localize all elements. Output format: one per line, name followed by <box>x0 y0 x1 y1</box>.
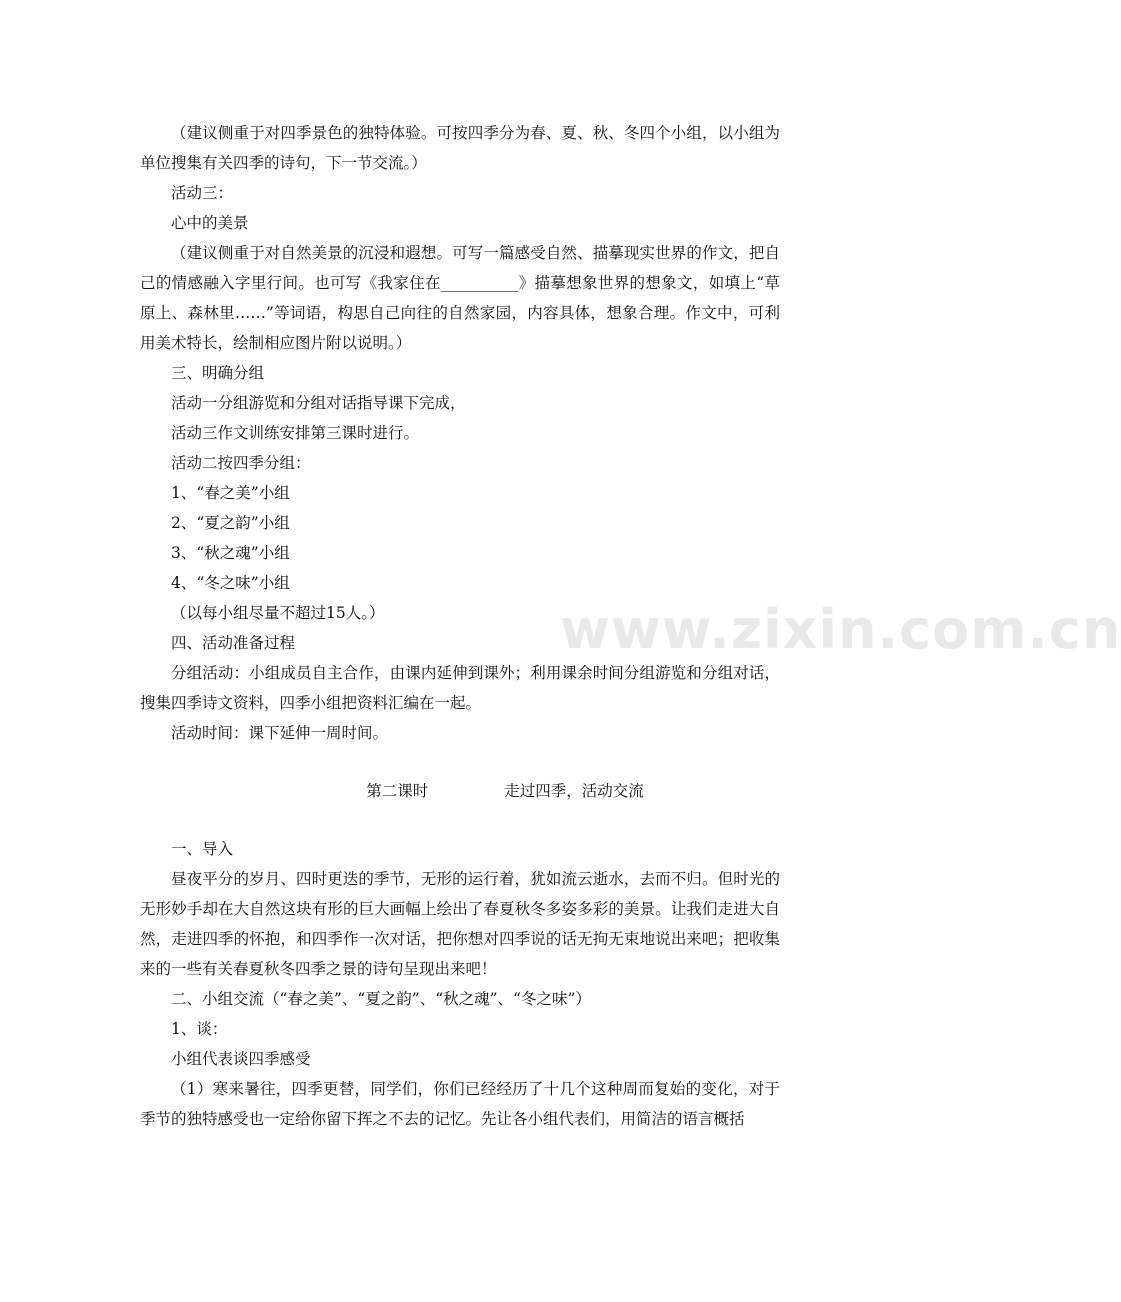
section-heading <box>140 776 780 806</box>
paragraph: （1）寒来暑往，四季更替，同学们，你们已经经历了十几个这种周而复始的变化，对于季节的独特感受也一定给你留下挥之不去的记忆。先让各小组代表们，用简洁的语言概括 <box>140 1080 780 1128</box>
paragraph: 一、导入 <box>171 840 234 858</box>
section-after-heading <box>140 834 780 1134</box>
section-before-heading <box>140 118 780 748</box>
paragraph: 二、小组交流（“春之美”、“夏之韵”、“秋之魂”、“冬之味”） <box>171 990 591 1008</box>
paragraph: 活动时间：课下延伸一周时间。 <box>171 724 389 742</box>
list-item: 4、“冬之味”小组 <box>171 574 290 592</box>
paragraph: 心中的美景 <box>171 214 249 232</box>
paragraph: （建议侧重于对四季景色的独特体验。可按四季分为春、夏、秋、冬四个小组，以小组为单位搜集有关四季的诗句，下一节交流。） <box>140 124 780 172</box>
paragraph: （以每小组尽量不超过15人。） <box>171 604 385 622</box>
heading-title: 走过四季，活动交流 <box>504 782 644 800</box>
list-item: 2、“夏之韵”小组 <box>171 514 290 532</box>
paragraph: 活动三： <box>171 184 234 202</box>
paragraph: 活动三作文训练安排第三课时进行。 <box>171 424 420 442</box>
paragraph: 1、谈： <box>171 1020 228 1038</box>
document-body <box>140 118 780 1134</box>
watermark: www.zixin.com.cn <box>560 598 1121 661</box>
paragraph: 活动一分组游览和分组对话指导课下完成， <box>171 394 466 412</box>
paragraph: 四、活动准备过程 <box>171 634 296 652</box>
paragraph: 三、明确分组 <box>171 364 265 382</box>
list-item: 3、“秋之魂”小组 <box>171 544 290 562</box>
paragraph: 分组活动：小组成员自主合作，由课内延伸到课外；利用课余时间分组游览和分组对话，搜集四季诗文资料，四季小组把资料汇编在一起。 <box>140 664 780 712</box>
paragraph: 小组代表谈四季感受 <box>171 1050 311 1068</box>
paragraph: 昼夜平分的岁月、四时更迭的季节，无形的运行着，犹如流云逝水，去而不归。但时光的无形妙手却在大自然这块有形的巨大画幅上绘出了春夏秋冬多姿多彩的美景。让我们走进大自然，走进四季的怀抱，和四季作一次对话，把你想对四季说的话无拘无束地说出来吧；把收集来的一些有关春夏秋冬四季之景的诗句呈现出来吧！ <box>140 870 780 978</box>
paragraph: 活动二按四季分组： <box>171 454 311 472</box>
paragraph: （建议侧重于对自然美景的沉浸和遐想。可写一篇感受自然、描摹现实世界的作文，把自己的情感融入字里行间。也可写《我家住在__________》描摹想象世界的想象文，如填上“草原上、森林里……”等词语，构思自己向往的自然家园，内容具体，想象合理。作文中，可利用美术特长，绘制相应图片附以说明。） <box>140 244 780 352</box>
heading-lesson: 第二课时 <box>366 782 429 800</box>
list-item: 1、“春之美”小组 <box>171 484 290 502</box>
